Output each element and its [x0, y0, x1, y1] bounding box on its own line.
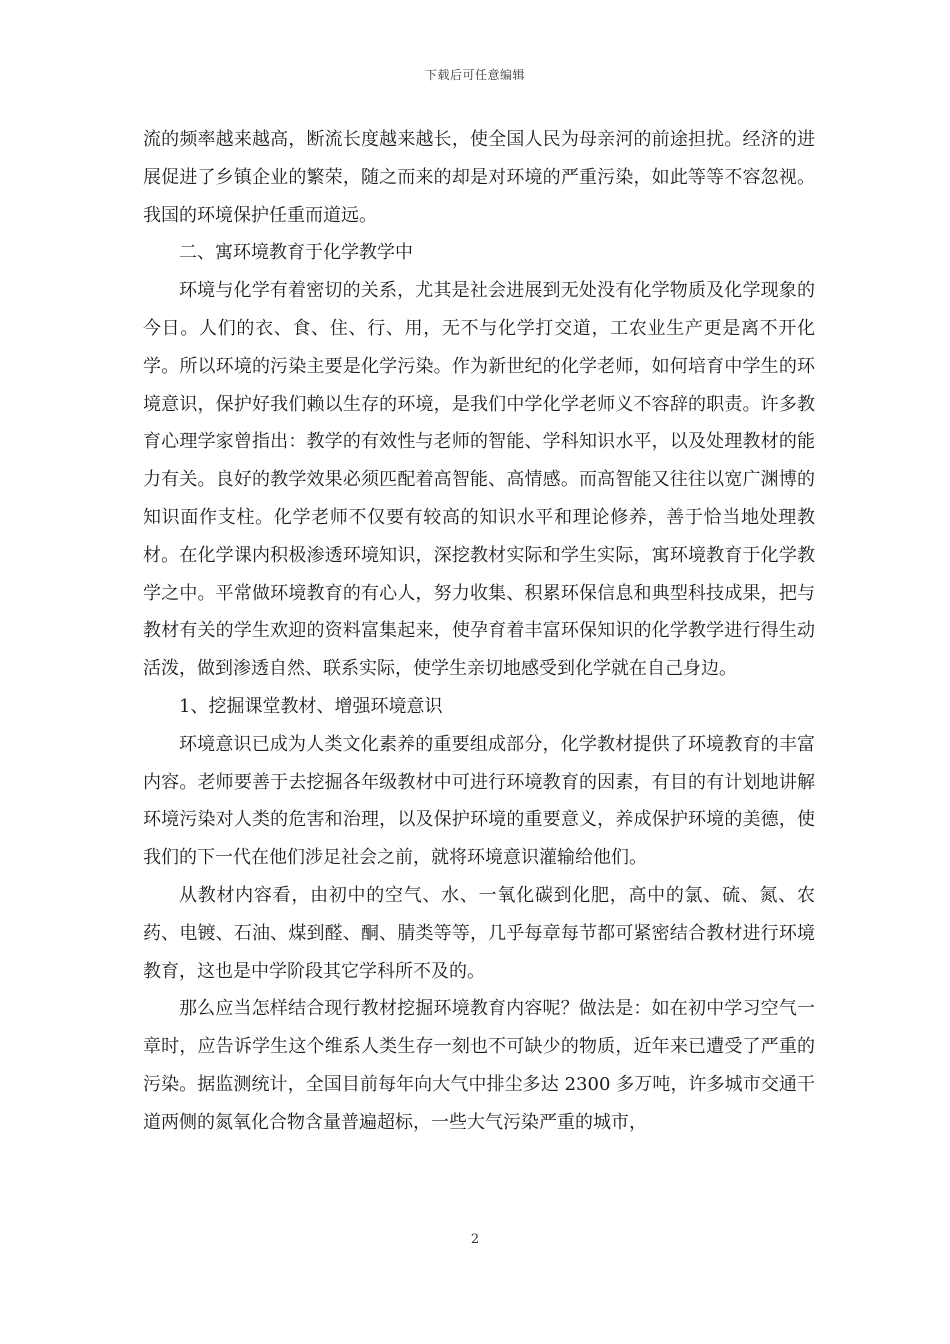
- subsection-heading-1: 1、挖掘课堂教材、增强环境意识: [179, 695, 443, 717]
- paragraph-environment-chemistry: 环境与化学有着密切的关系，尤其是社会进展到无处没有化学物质及化学现象的今日。人们的衣、食、住、行、用，无不与化学打交道，工农业生产更是离不开化学。所以环境的污染主要是化学污染。作为新世纪的化学老师，如何培育中学生的环境意识，保护好我们赖以生存的环境，是我们中学化学老师义不容辞的职责。许多教育心理学家曾指出：教学的有效性与老师的智能、学科知识水平，以及处理教材的能力有关。良好的教学效果必须匹配着高智能、高情感。而高智能又往往以宽广渊博的知识面作支柱。化学老师不仅要有较高的知识水平和理论修养，善于恰当地处理教材。在化学课内积极渗透环境知识，深挖教材实际和学生实际，寓环境教育于化学教学之中。平常做环境教育的有心人，努力收集、积累环保信息和典型科技成果，把与教材有关的学生欢迎的资料富集起来，使孕育着丰富环保知识的化学教学进行得生动活泼，做到渗透自然、联系实际，使学生亲切地感受到化学就在自己身边。: [143, 280, 815, 680]
- page-number: 2: [470, 1232, 480, 1247]
- document-body: [143, 121, 815, 1142]
- page-header: 下载后可任意编辑: [424, 68, 525, 82]
- paragraph-continuation: 流的频率越来越高，断流长度越来越长，使全国人民为母亲河的前途担扰。经济的进展促进了乡镇企业的繁荣，随之而来的却是对环境的严重污染，如此等等不容忽视。我国的环境保护任重而道远。: [143, 129, 815, 226]
- paragraph-environment-awareness: 环境意识已成为人类文化素养的重要组成部分，化学教材提供了环境教育的丰富内容。老师要善于去挖掘各年级教材中可进行环境教育的因素，有目的有计划地讲解环境污染对人类的危害和治理，以及保护环境的重要意义，养成保护环境的美德，使我们的下一代在他们涉足社会之前，就将环境意识灌输给他们。: [143, 733, 815, 869]
- paragraph-textbook-content: 从教材内容看，由初中的空气、水、一氧化碳到化肥，高中的氯、硫、氮、农药、电镀、石油、煤到醛、酮、腈类等等，几乎每章每节都可紧密结合教材进行环境教育，这也是中学阶段其它学科所不及的。: [143, 884, 815, 982]
- paragraph-method-example: 那么应当怎样结合现行教材挖掘环境教育内容呢？做法是：如在初中学习空气一章时，应告诉学生这个维系人类生存一刻也不可缺少的物质，近年来已遭受了严重的污染。据监测统计，全国目前每年向大气中排尘多达 2300 多万吨，许多城市交通干道两侧的氮氧化合物含量普遍超标，一些大气污染严重的城市，: [143, 998, 815, 1133]
- section-heading-2: 二、寓环境教育于化学教学中: [179, 242, 413, 264]
